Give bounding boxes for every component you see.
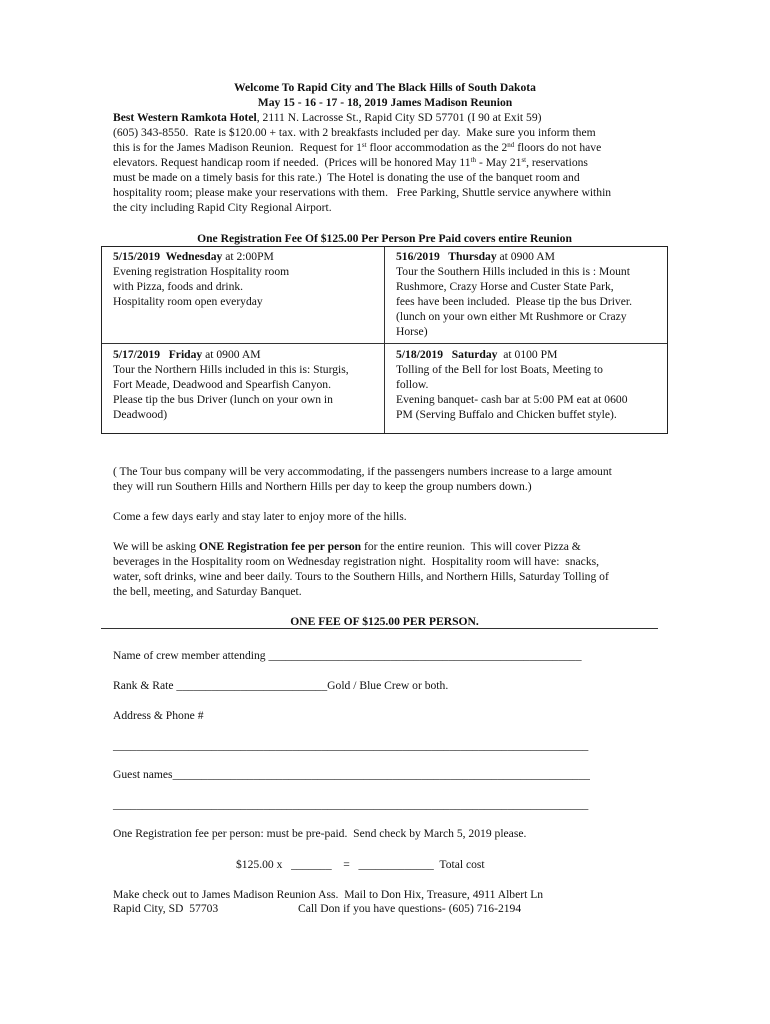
rank-rate-field[interactable]: Rank & Rate __________________________Gold / Blue Crew or both.	[113, 679, 449, 692]
hotel-name: Best Western Ramkota Hotel	[113, 111, 257, 124]
guest-names-field[interactable]: Guest names________________________________________________________________________	[113, 768, 590, 781]
hotel-info: Best Western Ramkota Hotel, 2111 N. Lacrosse St., Rapid City SD 57701 (I 90 at Exit 59) (605) 343-8550. Rate is $120.00 + tax. with 2 breakfasts included per day. Make sure you inform them this is for the James Madison Reunion. Request for 1st floor accommodation as the 2nd floors do not have elevators. Request handicap room if needed. (Prices will be honored May 11th - May 21st, reservations must be made on a timely basis for this rate.) The Hotel is donating the use of the banquet room and hospitality room; please make your reservations with them. Free Parking, Shuttle service anywhere within the city including Rapid City Regional Airport.	[113, 111, 612, 214]
come-early-note: Come a few days early and stay later to enjoy more of the hills.	[113, 510, 407, 523]
mailing-city: Rapid City, SD 57703	[113, 902, 219, 915]
table-divider	[384, 247, 385, 433]
address-phone-label: Address & Phone #	[113, 709, 204, 722]
guest-names-field-extra[interactable]: __________________________________________________________________________________	[113, 798, 589, 811]
section-divider	[101, 628, 658, 629]
schedule-cell-thursday: 516/2019 Thursday at 0900 AM Tour the Southern Hills included in this is : Mount Rushmore, Crazy Horse and Custer State Park, fees have been included. Please tip the bus Driver. (lunch on your own either Mt Rushmore or Crazy Horse)	[396, 250, 632, 338]
mailing-instructions: Make check out to James Madison Reunion Ass. Mail to Don Hix, Treasure, 4911 Albert Ln	[113, 888, 544, 901]
schedule-cell-wednesday: 5/15/2019 Wednesday at 2:00PM Evening registration Hospitality room with Pizza, foods and drink. Hospitality room open everyday	[113, 250, 290, 308]
table-divider	[102, 343, 667, 344]
total-cost-calculation[interactable]: $125.00 x _______ = _____________ Total cost	[236, 858, 485, 871]
registration-heading: One Registration Fee Of $125.00 Per Person Pre Paid covers entire Reunion	[197, 232, 572, 245]
contact-phone: Call Don if you have questions- (605) 716-2194	[298, 902, 522, 915]
document-subtitle: May 15 - 16 - 17 - 18, 2019 James Madison Reunion	[257, 96, 513, 109]
crew-name-field[interactable]: Name of crew member attending ______________________________________________________	[113, 649, 582, 662]
one-fee-heading: ONE FEE OF $125.00 PER PERSON.	[290, 615, 479, 628]
fee-paragraph: We will be asking ONE Registration fee per person for the entire reunion. This will cover Pizza & beverages in the Hospitality room on Wednesday registration night. Hospitality room will have: snacks, water, soft drinks, wine and beer daily. Tours to the Southern Hills, and Northern Hills, Saturday Tolling of the bell, meeting, and Saturday Banquet.	[113, 540, 609, 598]
document-title: Welcome To Rapid City and The Black Hills of South Dakota	[234, 81, 536, 94]
schedule-table	[101, 246, 668, 434]
schedule-cell-friday: 5/17/2019 Friday at 0900 AM Tour the Northern Hills included in this is: Sturgis, Fort Meade, Deadwood and Spearfish Canyon. Please tip the bus Driver (lunch on your own in Deadwood)	[113, 348, 349, 421]
tour-note: ( The Tour bus company will be very accommodating, if the passengers numbers increase to a large amount they will run Southern Hills and Northern Hills per day to keep the group numbers down.)	[113, 465, 612, 493]
address-phone-field[interactable]: __________________________________________________________________________________	[113, 739, 589, 752]
schedule-cell-saturday: 5/18/2019 Saturday at 0100 PM Tolling of the Bell for lost Boats, Meeting to follow. Evening banquet- cash bar at 5:00 PM eat at 0600 PM (Serving Buffalo and Chicken buffet style).	[396, 348, 628, 421]
prepaid-note: One Registration fee per person: must be pre-paid. Send check by March 5, 2019 please.	[113, 827, 527, 840]
